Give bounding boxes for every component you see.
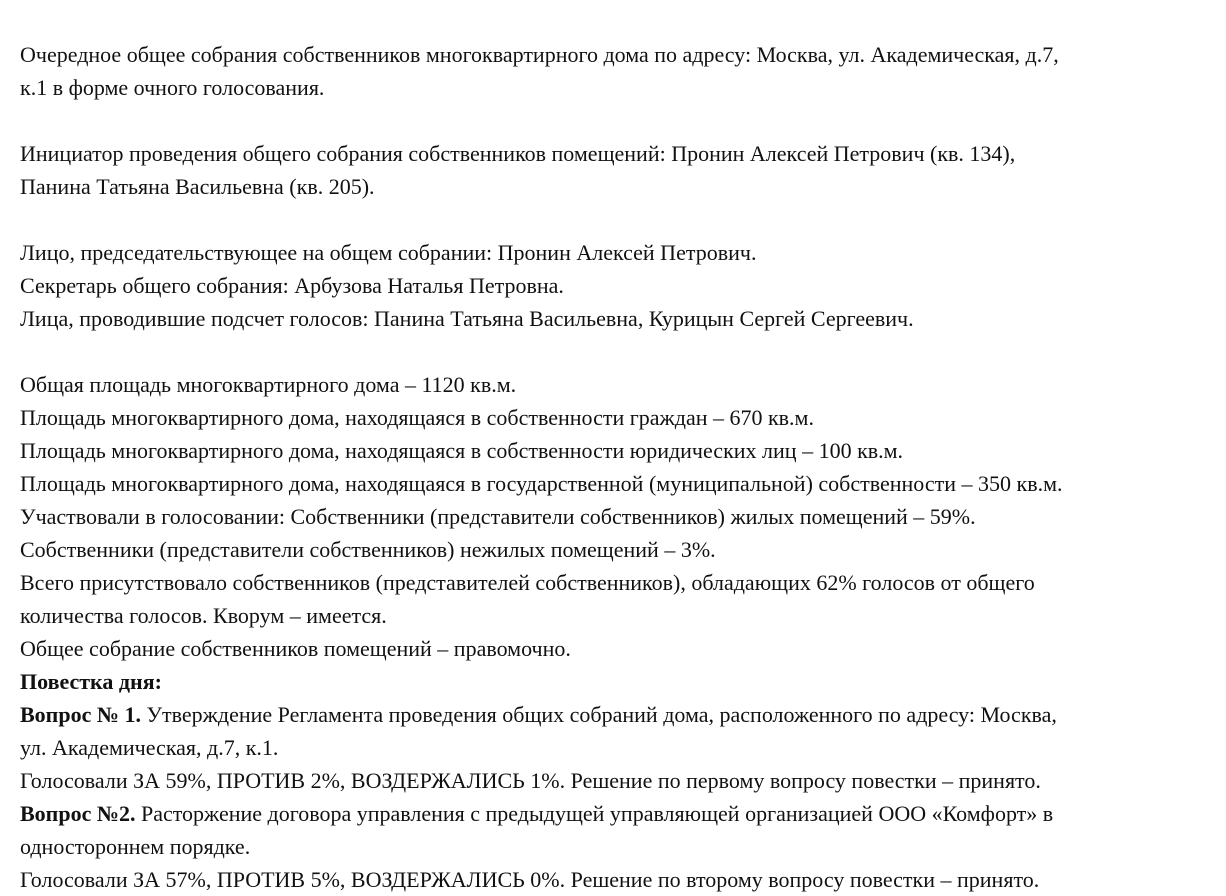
counters-line: Лица, проводившие подсчет голосов: Панина Татьяна Васильевна, Курицын Сергей Сергеевич. [20, 306, 914, 331]
question-1-result: Голосовали ЗА 59%, ПРОТИВ 2%, ВОЗДЕРЖАЛИСЬ 1%. Решение по первому вопросу повестки – принято. [20, 768, 1041, 793]
legal-area: Площадь многоквартирного дома, находящаяся в собственности юридических лиц – 100 кв.м. [20, 438, 904, 463]
question-1-text: Утверждение Регламента проведения общих собраний дома, расположенного по адресу: Москва, [140, 702, 1057, 727]
question-1-text-cont: ул. Академическая, д.7, к.1. [20, 735, 279, 760]
initiator-line: Панина Татьяна Васильевна (кв. 205). [20, 174, 375, 199]
question-2 [20, 797, 1226, 830]
question-2-text-cont: одностороннем порядке. [20, 834, 251, 859]
total-area: Общая площадь многоквартирного дома – 1120 кв.м. [20, 372, 517, 397]
legitimate-line: Общее собрание собственников помещений – правомочно. [20, 636, 571, 661]
document-body [20, 38, 1226, 896]
initiator [20, 137, 1226, 203]
initiator-line: Инициатор проведения общего собрания собственников помещений: Пронин Алексей Петрович (кв. 134), [20, 141, 1016, 166]
meeting-intro [20, 38, 1226, 104]
chair-line: Лицо, председательствующее на общем собрании: Пронин Алексей Петрович. [20, 240, 757, 265]
question-2-text: Расторжение договора управления с предыдущей управляющей организацией ООО «Комфорт» в [135, 801, 1054, 826]
question-2-result: Голосовали ЗА 57%, ПРОТИВ 5%, ВОЗДЕРЖАЛИСЬ 0%. Решение по второму вопросу повестки – принято. [20, 867, 1040, 892]
secretary-line: Секретарь общего собрания: Арбузова Наталья Петровна. [20, 273, 564, 298]
present-line: количества голосов. Кворум – имеется. [20, 603, 387, 628]
intro-line: Очередное общее собрания собственников многоквартирного дома по адресу: Москва, ул. Академическая, д.7, [20, 42, 1059, 67]
agenda-heading: Повестка дня: [20, 669, 162, 694]
question-2-label: Вопрос №2. [20, 801, 136, 826]
residential-participation: Участвовали в голосовании: Собственники (представители собственников) жилых помещений – 59%. [20, 504, 976, 529]
question-1 [20, 698, 1226, 731]
citizens-area: Площадь многоквартирного дома, находящаяся в собственности граждан – 670 кв.м. [20, 405, 814, 430]
agenda [20, 665, 1226, 896]
intro-line: к.1 в форме очного голосования. [20, 75, 325, 100]
present-line: Всего присутствовало собственников (представителей собственников), обладающих 62% голосов от общего [20, 570, 1035, 595]
question-1-label: Вопрос № 1. [20, 702, 141, 727]
state-area: Площадь многоквартирного дома, находящаяся в государственной (муниципальной) собственности – 350 кв.м. [20, 471, 1063, 496]
officials [20, 236, 1226, 335]
areas-and-quorum [20, 368, 1226, 665]
nonresidential-participation: Собственники (представители собственников) нежилых помещений – 3%. [20, 537, 716, 562]
